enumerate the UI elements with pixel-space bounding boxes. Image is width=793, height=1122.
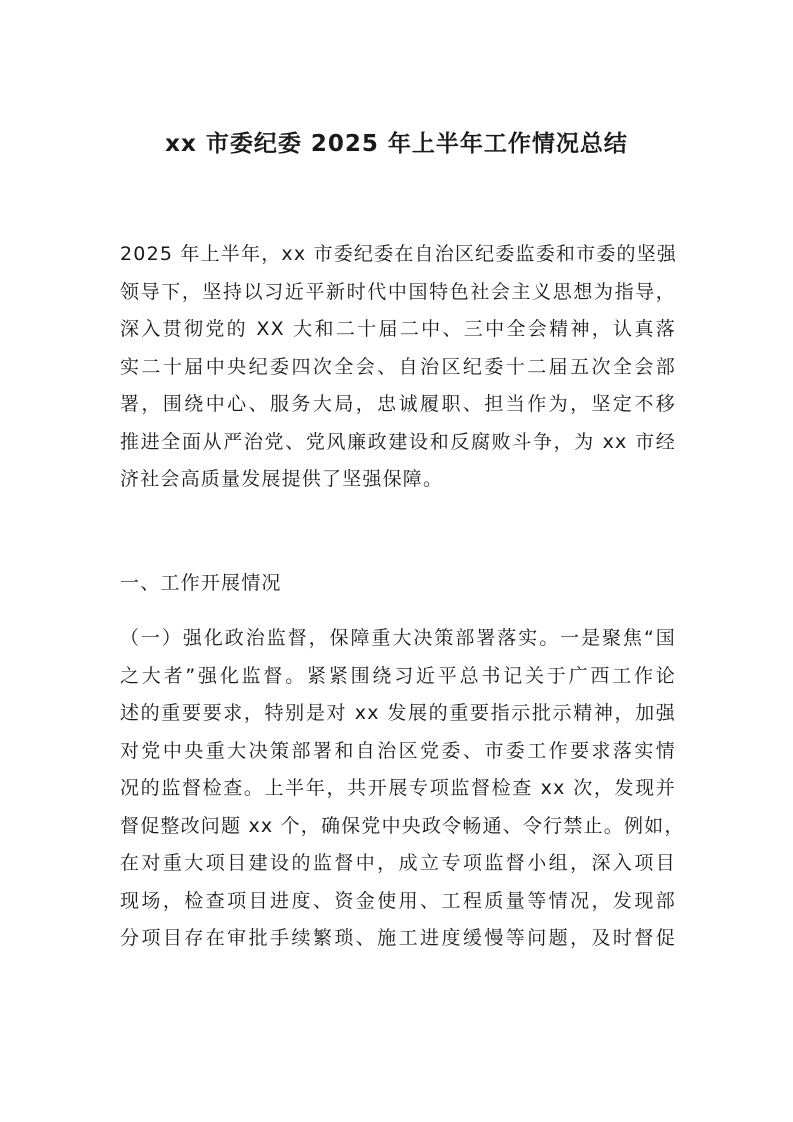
section-paragraph: [120, 620, 685, 958]
intro-line: 实二十届中央纪委四次全会、自治区纪委十二届五次全会部: [120, 355, 676, 378]
paragraph-line: 况的监督检查。上半年，共开展专项监督检查 xx 次，发现并: [120, 777, 676, 799]
intro-line: 济社会高质量发展提供了坚强保障。: [120, 468, 444, 490]
intro-line: 推进全面从严治党、党风廉政建设和反腐败斗争，为 xx 市经: [120, 430, 676, 453]
intro-line: 署，围绕中心、服务大局，忠诚履职、担当作为，坚定不移: [120, 393, 676, 415]
intro-paragraph: [120, 236, 676, 499]
paragraph-line: 述的重要要求，特别是对 xx 发展的重要指示批示精神，加强: [120, 702, 676, 724]
paragraph-line: 分项目存在审批手续繁琐、施工进度缓慢等问题，及时督促: [120, 927, 676, 949]
document-title: xx 市委纪委 2025 年上半年工作情况总结: [165, 131, 628, 157]
intro-line: 2025 年上半年，xx 市委纪委在自治区纪委监委和市委的坚强: [120, 243, 678, 265]
paragraph-line: 在对重大项目建设的监督中，成立专项监督小组，深入项目: [120, 852, 676, 874]
intro-line: 领导下，坚持以习近平新时代中国特色社会主义思想为指导，: [120, 280, 676, 303]
paragraph-line: 现场，检查项目进度、资金使用、工程质量等情况，发现部: [120, 889, 676, 912]
paragraph-line: 对党中央重大决策部署和自治区党委、市委工作要求落实情: [120, 739, 676, 762]
section-heading: [120, 565, 676, 603]
intro-line: 深入贯彻党的 XX 大和二十届二中、三中全会精神，认真落: [120, 318, 676, 340]
paragraph-line: 之大者”强化监督。紧紧围绕习近平总书记关于广西工作论: [120, 664, 676, 687]
paragraph-line: （一）强化政治监督，保障重大决策部署落实。一是聚焦“国: [120, 627, 676, 649]
section-heading-text: 一、工作开展情况: [120, 572, 282, 594]
paragraph-line: 督促整改问题 xx 个，确保党中央政令畅通、令行禁止。例如，: [120, 814, 685, 837]
